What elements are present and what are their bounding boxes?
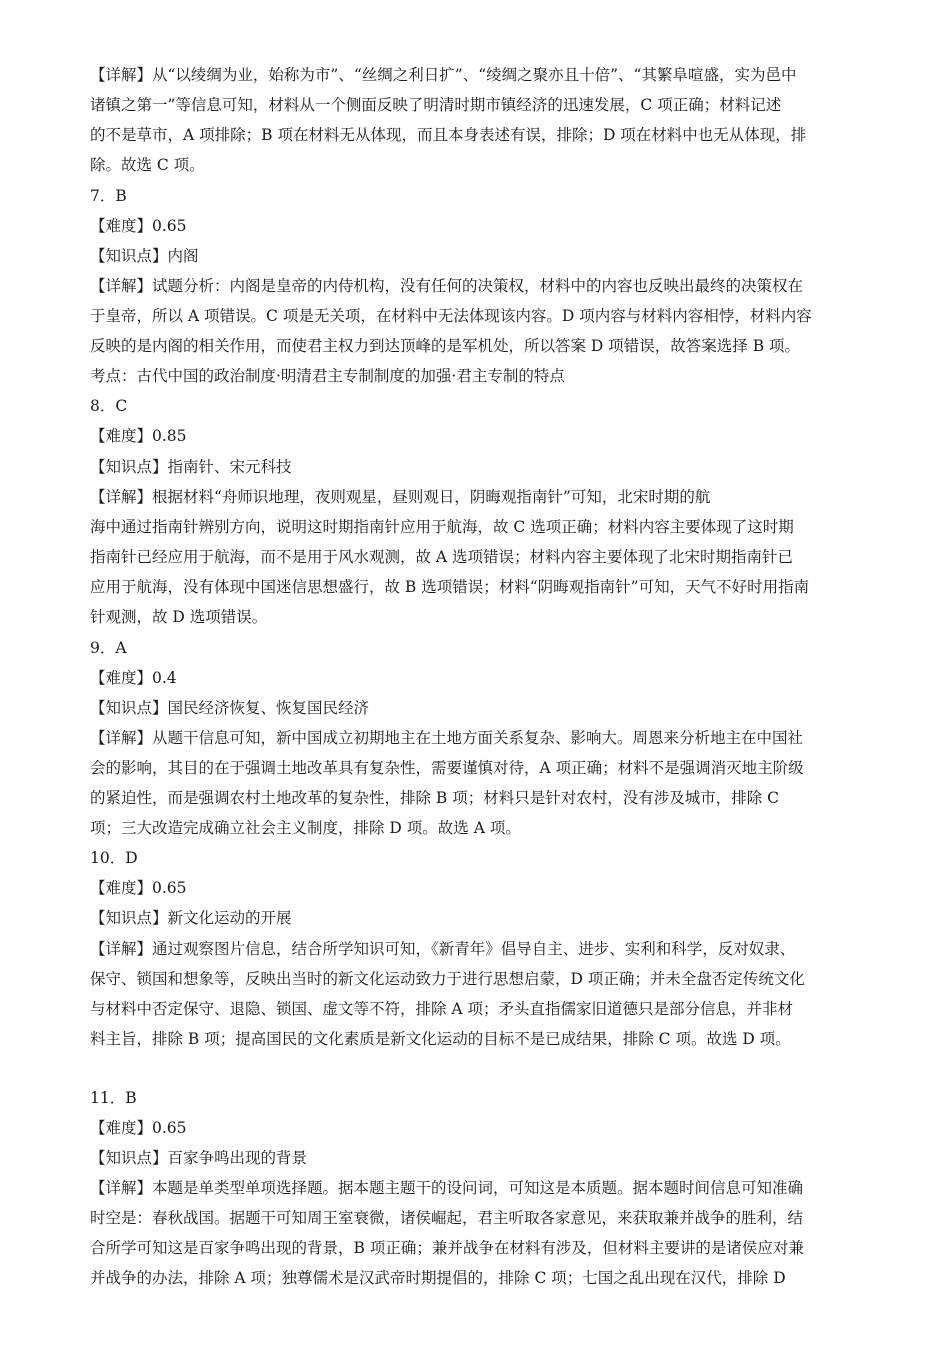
difficulty: 【难度】0.4 xyxy=(90,669,177,687)
knowledge-point: 【知识点】内阁 xyxy=(90,247,199,265)
question-number: 8．C xyxy=(90,397,128,415)
text-line: 【详解】从题干信息可知，新中国成立初期地主在土地方面关系复杂、影响大。周恩来分析地主在中国社 xyxy=(90,729,804,747)
text-line: 项；三大改造完成确立社会主义制度，排除 D 项。故选 A 项。 xyxy=(90,819,521,837)
difficulty: 【难度】0.65 xyxy=(90,879,187,897)
text-line: 【详解】试题分析：内阁是皇帝的内侍机构，没有任何的决策权，材料中的内容也反映出最终的决策权在 xyxy=(90,277,804,295)
knowledge-point: 【知识点】指南针、宋元科技 xyxy=(90,458,292,476)
text-line: 的紧迫性，而是强调农村土地改革的复杂性，排除 B 项；材料只是针对农村，没有涉及城市，排除 C xyxy=(90,789,780,807)
text-line: 料主旨，排除 B 项；提高国民的文化素质是新文化运动的目标不是已成结果，排除 C 项。故选 D 项。 xyxy=(90,1030,791,1048)
knowledge-point: 【知识点】新文化运动的开展 xyxy=(90,909,292,927)
knowledge-point: 【知识点】百家争鸣出现的背景 xyxy=(90,1149,308,1167)
text-line: 诸镇之第一”等信息可知，材料从一个侧面反映了明清时期市镇经济的迅速发展，C 项正确；材料记述 xyxy=(90,96,782,114)
question-number: 7．B xyxy=(90,187,127,205)
text-line: 与材料中否定保守、退隐、锁国、虚文等不符，排除 A 项；矛头直指儒家旧道德只是部分信息，并非材 xyxy=(90,1000,794,1018)
text-line: 【详解】从“以绫绸为业，始称为市”、“丝绸之利日扩”、“绫绸之聚亦且十倍”、“其繁阜喧盛，实为邑中 xyxy=(90,66,797,84)
text-line: 除。故选 C 项。 xyxy=(90,156,205,174)
text-line: 【详解】根据材料“舟师识地理，夜则观星，昼则观日，阴晦观指南针”可知，北宋时期的航 xyxy=(90,488,711,506)
text-line: 考点：古代中国的政治制度·明清君主专制制度的加强·君主专制的特点 xyxy=(90,367,565,385)
question-number: 10．D xyxy=(90,849,138,867)
text-line: 针观测，故 D 选项错误。 xyxy=(90,608,268,626)
text-line: 保守、锁国和想象等，反映出当时的新文化运动致力于进行思想启蒙，D 项正确；并未全盘否定传统文化 xyxy=(90,970,805,988)
text-line: 指南针已经应用于航海，而不是用于风水观测，故 A 选项错误；材料内容主要体现了北宋时期指南针已 xyxy=(90,548,794,566)
text-line: 的不是草市，A 项排除；B 项在材料无从体现，而且本身表述有误，排除；D 项在材料中也无从体现，排 xyxy=(90,126,807,144)
text-line: 应用于航海，没有体现中国迷信思想盛行，故 B 选项错误；材料“阴晦观指南针”可知，天气不好时用指南 xyxy=(90,578,810,596)
text-line: 于皇帝，所以 A 项错误。C 项是无关项，在材料中无法体现该内容。D 项内容与材料内容相悖，材料内容 xyxy=(90,307,812,325)
text-line: 【详解】本题是单类型单项选择题。据本题主题干的设问词，可知这是本质题。据本题时间信息可知准确 xyxy=(90,1179,804,1197)
difficulty: 【难度】0.65 xyxy=(90,217,187,235)
knowledge-point: 【知识点】国民经济恢复、恢复国民经济 xyxy=(90,699,370,717)
text-line: 时空是：春秋战国。据题干可知周王室衰微，诸侯崛起，君主听取各家意见，来获取兼并战争的胜利，结 xyxy=(90,1209,804,1227)
text-line: 【详解】通过观察图片信息，结合所学知识可知，《新青年》倡导自主、进步、实利和科学，反对奴隶、 xyxy=(90,940,796,958)
question-number: 11．B xyxy=(90,1089,137,1107)
text-line: 海中通过指南针辨别方向，说明这时期指南针应用于航海，故 C 选项正确；材料内容主要体现了这时期 xyxy=(90,518,794,536)
difficulty: 【难度】0.65 xyxy=(90,1119,187,1137)
text-line: 并战争的办法，排除 A 项；独尊儒术是汉武帝时期提倡的，排除 C 项；七国之乱出现在汉代，排除 D xyxy=(90,1269,786,1287)
text-line: 反映的是内阁的相关作用，而使君主权力到达顶峰的是军机处，所以答案 D 项错误，故答案选择 B 项。 xyxy=(90,337,801,355)
text-line: 会的影响，其目的在于强调土地改革具有复杂性，需要谨慎对待，A 项正确；材料不是强调消灭地主阶级 xyxy=(90,759,804,777)
question-number: 9．A xyxy=(90,639,127,657)
text-line: 合所学可知这是百家争鸣出现的背景，B 项正确；兼并战争在材料有涉及，但材料主要讲的是诸侯应对兼 xyxy=(90,1239,804,1257)
difficulty: 【难度】0.85 xyxy=(90,427,187,445)
